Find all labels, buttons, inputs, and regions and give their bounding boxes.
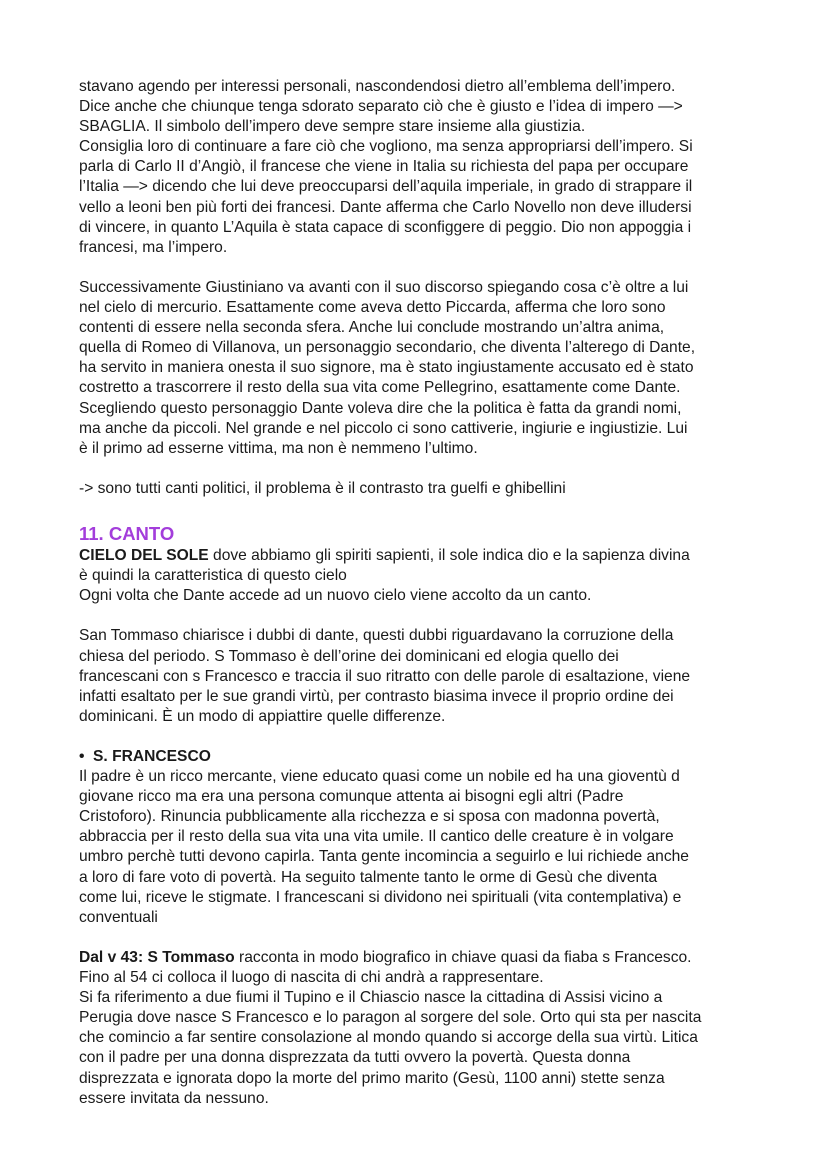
spacer bbox=[79, 258, 759, 278]
text-line: Perugia dove nasce S Francesco e lo paragon al sorgere del sole. Orto qui sta per nascita bbox=[79, 1009, 702, 1027]
text-line: Consiglia loro di continuare a fare ciò che vogliono, ma senza appropriarsi dell’impero. Si bbox=[79, 138, 693, 156]
text-line: umbro perchè tutti devono capirla. Tanta gente incomincia a seguirlo e lui richiede anche bbox=[79, 848, 689, 866]
spacer bbox=[79, 499, 759, 519]
spacer bbox=[79, 459, 759, 479]
text-line: come lui, riceve le stigmate. I francescani si dividono nei spirituali (vita contemplativa) e bbox=[79, 888, 682, 906]
text-line: abbraccia per il resto della sua vita una vita umile. Il cantico delle creature è in volgare bbox=[79, 828, 674, 846]
text-line: vello a leoni ben più forti dei francesi. Dante afferma che Carlo Novello non deve illudersi bbox=[79, 198, 692, 216]
text-line: dominicani. È un modo di appiattire quelle differenze. bbox=[79, 707, 446, 725]
text-line: Fino al 54 ci colloca il luogo di nascita di chi andrà a rappresentare. bbox=[79, 969, 544, 987]
text-line: quella di Romeo di Villanova, un personaggio secondario, che diventa l’alterego di Dante, bbox=[79, 339, 696, 357]
bold-lead: Dal v 43: S Tommaso bbox=[79, 948, 235, 966]
text-run: racconta in modo biografico in chiave quasi da fiaba s Francesco. bbox=[234, 948, 692, 966]
paragraph-s-francesco bbox=[79, 767, 759, 928]
paragraph-cielo-del-sole bbox=[79, 546, 759, 606]
bullet-icon: • bbox=[79, 748, 85, 765]
text-line: che comincio a far sentire consolazione al mondo quando si accorge della sua virtù. Litica bbox=[79, 1029, 698, 1047]
text-line: Dice anche che chiunque tenga sdorato separato ciò che è giusto e l’idea di impero —> bbox=[79, 98, 683, 116]
text-line: chiesa del periodo. S Tommaso è dell’orine dei dominicani ed elogia quello dei bbox=[79, 647, 619, 665]
text-run: dove abbiamo gli spiriti sapienti, il sole indica dio e la sapienza divina bbox=[208, 547, 690, 565]
text-line: giovane ricco ma era una persona comunque attenta ai bisogni egli altri (Padre bbox=[79, 788, 624, 806]
text-line: di vincere, in quanto L’Aquila è stata capace di sconfiggere di peggio. Dio non appoggia i bbox=[79, 218, 692, 236]
paragraph-san-tommaso bbox=[79, 626, 759, 726]
text-line: Si fa riferimento a due fiumi il Tupino e il Chiascio nasce la cittadina di Assisi vicino a bbox=[79, 989, 663, 1007]
text-line: ma anche da piccoli. Nel grande e nel piccolo ci sono cattiverie, ingiurie e ingiustizie. Lui bbox=[79, 419, 688, 437]
text-line: contenti di essere nella seconda sfera. Anche lui conclude mostrando un’altra anima, bbox=[79, 319, 665, 337]
text-line: Successivamente Giustiniano va avanti con il suo discorso spiegando cosa c’è oltre a lui bbox=[79, 278, 689, 296]
text-line: stavano agendo per interessi personali, nascondendosi dietro all’emblema dell’impero. bbox=[79, 78, 676, 95]
paragraph-dal-v-43 bbox=[79, 948, 759, 1109]
bullet-heading-label: S. FRANCESCO bbox=[93, 748, 211, 765]
document-page bbox=[79, 77, 759, 1109]
paragraph-impero bbox=[79, 77, 759, 258]
text-line: nel cielo di mercurio. Esattamente come aveva detto Piccarda, afferma che loro sono bbox=[79, 299, 666, 317]
bold-lead: CIELO DEL SOLE bbox=[79, 547, 209, 565]
text-line: francescani con s Francesco e traccia il suo ritratto con delle parole di esaltazione, viene bbox=[79, 667, 691, 685]
text-line: con il padre per una donna disprezzata da tutti ovvero la povertà. Questa donna bbox=[79, 1049, 631, 1067]
text-line: conventuali bbox=[79, 908, 158, 926]
spacer bbox=[79, 928, 759, 948]
text-line: essere invitata da nessuno. bbox=[79, 1089, 269, 1107]
text-line: parla di Carlo II d’Angiò, il francese che viene in Italia su richiesta del papa per occupare bbox=[79, 158, 689, 176]
bullet-heading bbox=[79, 747, 759, 767]
text-line: San Tommaso chiarisce i dubbi di dante, questi dubbi riguardavano la corruzione della bbox=[79, 627, 674, 645]
text-line: Cristoforo). Rinuncia pubblicamente alla ricchezza e si sposa con madonna povertà, bbox=[79, 808, 660, 826]
spacer bbox=[79, 606, 759, 626]
text-line: è quindi la caratteristica di questo cielo bbox=[79, 567, 347, 585]
text-line: disprezzata e ignorata dopo la morte del primo marito (Gesù, 1100 anni) stette senza bbox=[79, 1069, 665, 1087]
text-line: Ogni volta che Dante accede ad un nuovo cielo viene accolto da un canto. bbox=[79, 587, 592, 605]
text-line bbox=[79, 546, 759, 566]
text-line: a loro di fare voto di povertà. Ha seguito talmente tanto le orme di Gesù che diventa bbox=[79, 868, 658, 886]
text-line bbox=[79, 948, 759, 968]
section-heading: 11. CANTO bbox=[79, 523, 175, 545]
paragraph-giustiniano bbox=[79, 278, 759, 459]
text-line: è il primo ad esserne vittima, ma non è nemmeno l’ultimo. bbox=[79, 439, 478, 457]
note-line: -> sono tutti canti politici, il problema è il contrasto tra guelfi e ghibellini bbox=[79, 479, 566, 497]
spacer bbox=[79, 727, 759, 747]
text-line: SBAGLIA. Il simbolo dell’impero deve sempre stare insieme alla giustizia. bbox=[79, 118, 586, 136]
text-line: ha servito in maniera onesta il suo signore, ma è stato ingiustamente accusato ed è stato bbox=[79, 359, 694, 377]
text-line: infatti esaltato per le sue grandi virtù, per contrasto biasima invece il proprio ordine dei bbox=[79, 687, 674, 705]
text-line: francesi, ma l’impero. bbox=[79, 238, 228, 256]
text-line: Scegliendo questo personaggio Dante voleva dire che la politica è fatta da grandi nomi, bbox=[79, 399, 682, 417]
text-line: costretto a trascorrere il resto della sua vita come Pellegrino, esattamente come Dante. bbox=[79, 379, 681, 397]
text-line: l’Italia —> dicendo che lui deve preoccuparsi dell’aquila imperiale, in grado di strappare il bbox=[79, 178, 693, 196]
text-line: Il padre è un ricco mercante, viene educato quasi come un nobile ed ha una gioventù d bbox=[79, 768, 680, 786]
